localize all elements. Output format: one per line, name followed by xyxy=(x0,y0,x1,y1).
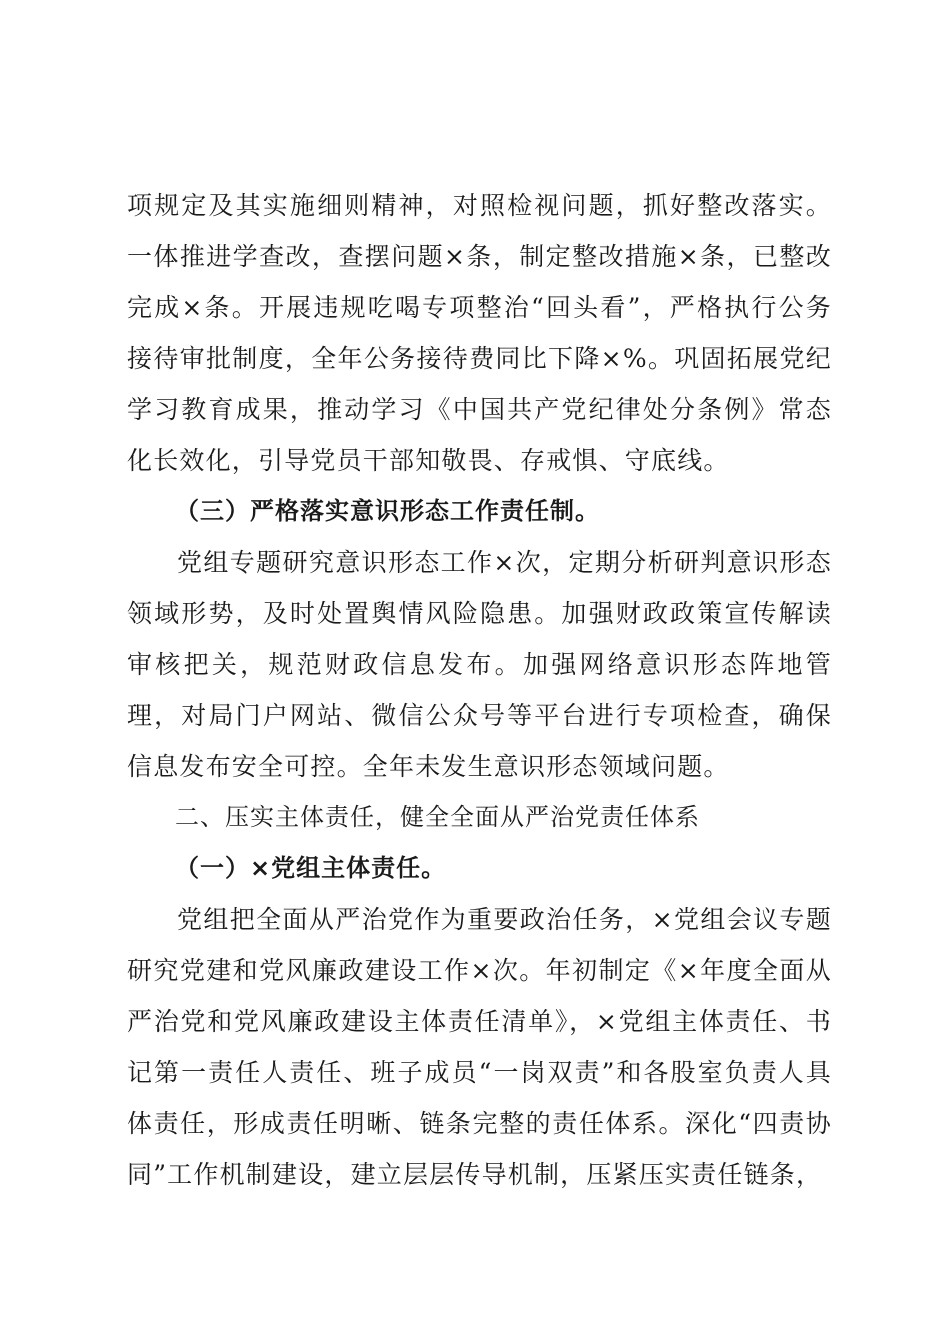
paragraph-ideology-work: 党组专题研究意识形态工作×次，定期分析研判意识形态领域形势，及时处置舆情风险隐患。加强财政政策宣传解读审核把关，规范财政信息发布。加强网络意识形态阵地管理，对局门户网站、微信公众号等平台进行专项检查，确保信息发布安全可控。全年未发生意识形态领域问题。 xyxy=(127,548,832,781)
paragraph-party-group-responsibility: 党组把全面从严治党作为重要政治任务，×党组会议专题研究党建和党风廉政建设工作×次。年初制定《×年度全面从严治党和党风廉政建设主体责任清单》，×党组主体责任、书记第一责任人责任、班子成员“一岗双责”和各股室负责人具体责任，形成责任明晰、链条完整的责任体系。深化“四责协同”工作机制建设，建立层层传导机制，压紧压实责任链条， xyxy=(127,905,832,1189)
section-heading-responsibility-system: 二、压实主体责任，健全全面从严治党责任体系 xyxy=(175,803,700,831)
document-body xyxy=(127,180,832,1200)
subheading-ideology-responsibility: （三）严格落实意识形态工作责任制。 xyxy=(175,497,600,525)
paragraph-continued: 项规定及其实施细则精神，对照检视问题，抓好整改落实。一体推进学查改，查摆问题×条，制定整改措施×条，已整改完成×条。开展违规吃喝专项整治“回头看”，严格执行公务接待审批制度，全年公务接待费同比下降×%。巩固拓展党纪学习教育成果，推动学习《中国共产党纪律处分条例》常态化长效化，引导党员干部知敬畏、存戒惧、守底线。 xyxy=(127,191,832,475)
subheading-party-group-responsibility: （一）×党组主体责任。 xyxy=(175,854,447,882)
